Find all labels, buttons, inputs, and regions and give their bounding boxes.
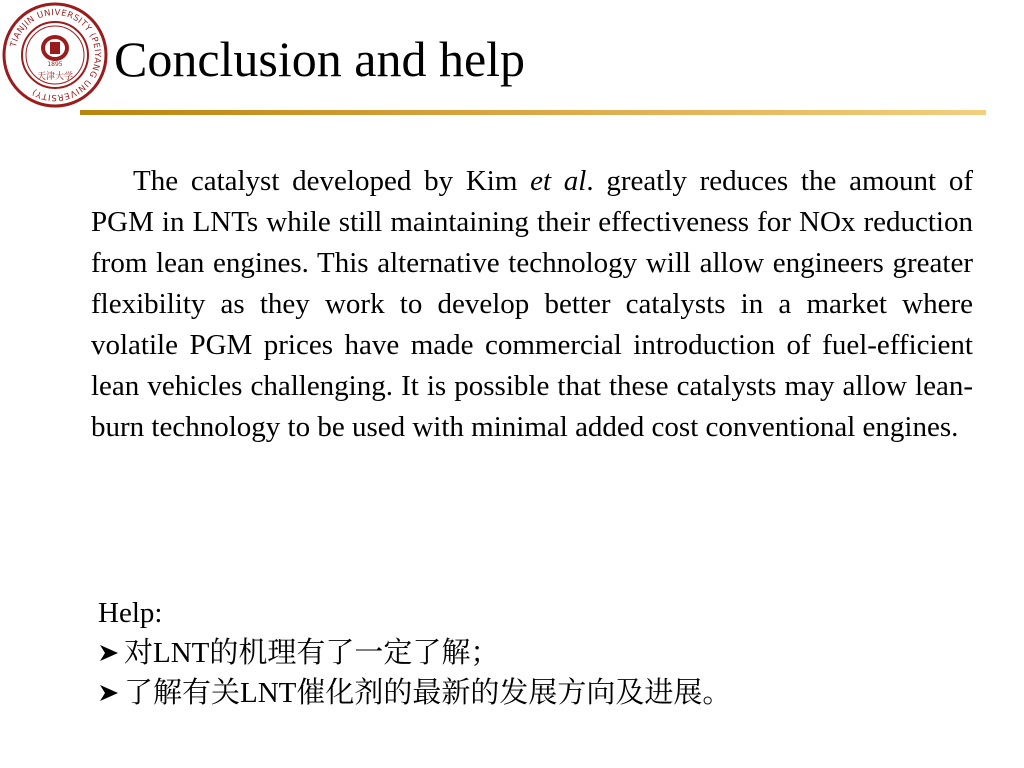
paragraph-part-3: . greatly reduces the amount of PGM in LNTs while still maintaining their effectiveness for NOx reduction from lean engines. This alternative technology will allow engineers greater flexibility as they work to develop better catalysts in a market where volatile PGM prices have made commercial introduction of fuel-efficient lean vehicles challenging. It is possible that these catalysts may allow lean-burn technology to be used with minimal added cost conventional engines. — [91, 165, 973, 443]
paragraph-part-1: The catalyst developed by Kim — [133, 165, 531, 197]
arrow-bullet-icon — [98, 642, 120, 664]
help-item-2 — [98, 673, 978, 713]
seal-motto: 天津大学 — [36, 72, 74, 82]
help-section — [98, 593, 978, 713]
slide-title: Conclusion and help — [114, 31, 526, 87]
help-item-2-text: 了解有关LNT催化剂的最新的发展方向及进展。 — [124, 677, 732, 709]
university-seal-icon — [2, 2, 108, 108]
paragraph-italic-et-al: et al — [530, 165, 587, 197]
arrow-bullet-icon — [98, 682, 120, 704]
help-item-1 — [98, 633, 978, 673]
conclusion-paragraph — [91, 161, 973, 448]
help-heading: Help: — [98, 597, 163, 629]
seal-year: 1895 — [47, 61, 63, 68]
seal-ring-text: TIANJIN UNIVERSITY (PEIYANG UNIVERSITY) — [8, 7, 103, 103]
title-divider — [80, 110, 986, 115]
help-item-1-text: 对LNT的机理有了一定了解； — [124, 637, 500, 669]
